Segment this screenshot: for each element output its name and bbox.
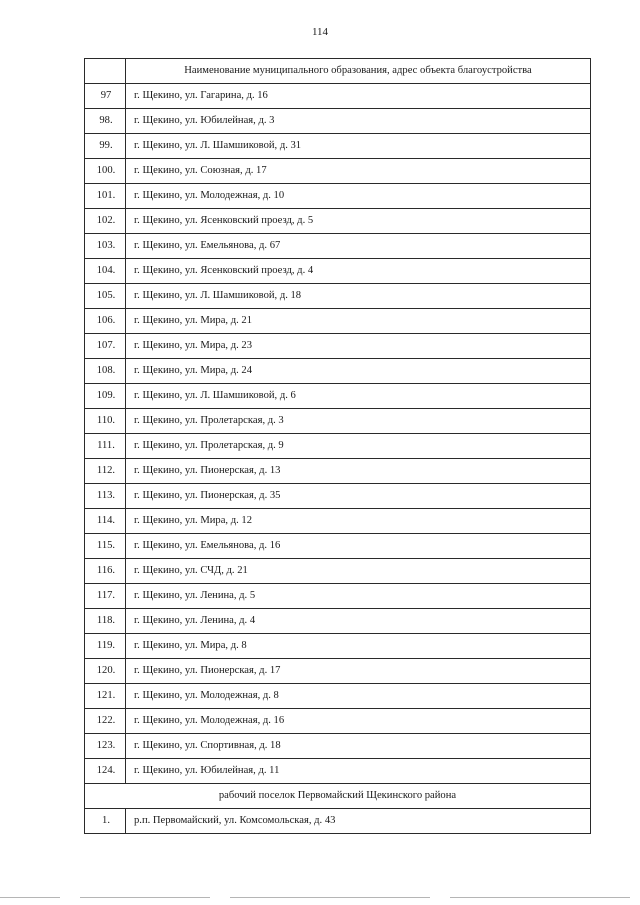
row-address: г. Щекино, ул. Молодежная, д. 10 (126, 184, 591, 209)
table-row (85, 84, 591, 109)
row-address: г. Щекино, ул. Молодежная, д. 8 (126, 684, 591, 709)
row-number: 111. (85, 434, 126, 459)
table-row (85, 534, 591, 559)
row-address: г. Щекино, ул. Л. Шамшиковой, д. 31 (126, 134, 591, 159)
row-number: 116. (85, 559, 126, 584)
row-number: 102. (85, 209, 126, 234)
table-row (85, 334, 591, 359)
row-number: 115. (85, 534, 126, 559)
table-header: Наименование муниципального образования, адрес объекта благоустройства (126, 59, 591, 84)
table-row (85, 134, 591, 159)
row-number: 112. (85, 459, 126, 484)
row-address: г. Щекино, ул. Ясенковский проезд, д. 4 (126, 259, 591, 284)
row-number: 104. (85, 259, 126, 284)
table-row (85, 209, 591, 234)
row-number: 124. (85, 759, 126, 784)
table-row (85, 384, 591, 409)
row-number: 110. (85, 409, 126, 434)
row-number: 120. (85, 659, 126, 684)
row-address: г. Щекино, ул. Л. Шамшиковой, д. 6 (126, 384, 591, 409)
row-address: г. Щекино, ул. Спортивная, д. 18 (126, 734, 591, 759)
row-number: 113. (85, 484, 126, 509)
row-number: 114. (85, 509, 126, 534)
row-address: г. Щекино, ул. Ясенковский проезд, д. 5 (126, 209, 591, 234)
page-number: 114 (311, 26, 329, 38)
row-address: г. Щекино, ул. Мира, д. 12 (126, 509, 591, 534)
table-row (85, 709, 591, 734)
row-address: г. Щекино, ул. Пионерская, д. 35 (126, 484, 591, 509)
row-number: 105. (85, 284, 126, 309)
scan-edge-mark (80, 897, 210, 898)
scan-edge-mark (230, 897, 430, 898)
row-address: г. Щекино, ул. Мира, д. 24 (126, 359, 591, 384)
table-row (85, 484, 591, 509)
row-number: 1. (85, 809, 126, 834)
table-row (85, 634, 591, 659)
row-number: 100. (85, 159, 126, 184)
row-address: г. Щекино, ул. Союзная, д. 17 (126, 159, 591, 184)
row-address: г. Щекино, ул. Л. Шамшиковой, д. 18 (126, 284, 591, 309)
row-number: 98. (85, 109, 126, 134)
row-address: г. Щекино, ул. Мира, д. 23 (126, 334, 591, 359)
row-address: г. Щекино, ул. Емельянова, д. 16 (126, 534, 591, 559)
table-row (85, 659, 591, 684)
row-address: г. Щекино, ул. Гагарина, д. 16 (126, 84, 591, 109)
row-number: 121. (85, 684, 126, 709)
table-header-row (85, 59, 591, 84)
row-address: р.п. Первомайский, ул. Комсомольская, д. 43 (126, 809, 591, 834)
table-row (85, 609, 591, 634)
row-number: 106. (85, 309, 126, 334)
row-address: г. Щекино, ул. Пролетарская, д. 9 (126, 434, 591, 459)
row-address: г. Щекино, ул. Пионерская, д. 17 (126, 659, 591, 684)
row-address: г. Щекино, ул. СЧД, д. 21 (126, 559, 591, 584)
header-number-cell (85, 59, 126, 84)
row-number: 109. (85, 384, 126, 409)
row-address: г. Щекино, ул. Ленина, д. 4 (126, 609, 591, 634)
scan-edge-mark (450, 897, 630, 898)
address-table-body (85, 59, 591, 834)
table-row (85, 734, 591, 759)
table-row (85, 159, 591, 184)
row-number: 101. (85, 184, 126, 209)
row-address: г. Щекино, ул. Юбилейная, д. 11 (126, 759, 591, 784)
row-number: 103. (85, 234, 126, 259)
table-row (85, 509, 591, 534)
table-row (85, 559, 591, 584)
row-address: г. Щекино, ул. Мира, д. 8 (126, 634, 591, 659)
table-row (85, 584, 591, 609)
scan-edge-mark (0, 897, 60, 898)
table-row (85, 234, 591, 259)
table-row (85, 759, 591, 784)
table-row (85, 409, 591, 434)
section-header-row (85, 784, 591, 809)
table-row (85, 284, 591, 309)
row-number: 117. (85, 584, 126, 609)
table-row (85, 359, 591, 384)
row-number: 108. (85, 359, 126, 384)
row-number: 118. (85, 609, 126, 634)
row-number: 97 (85, 84, 126, 109)
table-row (85, 309, 591, 334)
address-table (84, 58, 591, 834)
table-row (85, 684, 591, 709)
table-row (85, 809, 591, 834)
row-address: г. Щекино, ул. Молодежная, д. 16 (126, 709, 591, 734)
row-address: г. Щекино, ул. Юбилейная, д. 3 (126, 109, 591, 134)
section-header: рабочий поселок Первомайский Щекинского района (85, 784, 591, 809)
row-number: 107. (85, 334, 126, 359)
row-number: 99. (85, 134, 126, 159)
row-address: г. Щекино, ул. Ленина, д. 5 (126, 584, 591, 609)
row-address: г. Щекино, ул. Мира, д. 21 (126, 309, 591, 334)
table-row (85, 184, 591, 209)
row-address: г. Щекино, ул. Пионерская, д. 13 (126, 459, 591, 484)
row-number: 119. (85, 634, 126, 659)
table-row (85, 109, 591, 134)
table-row (85, 459, 591, 484)
table-row (85, 259, 591, 284)
row-number: 123. (85, 734, 126, 759)
row-number: 122. (85, 709, 126, 734)
row-address: г. Щекино, ул. Емельянова, д. 67 (126, 234, 591, 259)
row-address: г. Щекино, ул. Пролетарская, д. 3 (126, 409, 591, 434)
table-row (85, 434, 591, 459)
